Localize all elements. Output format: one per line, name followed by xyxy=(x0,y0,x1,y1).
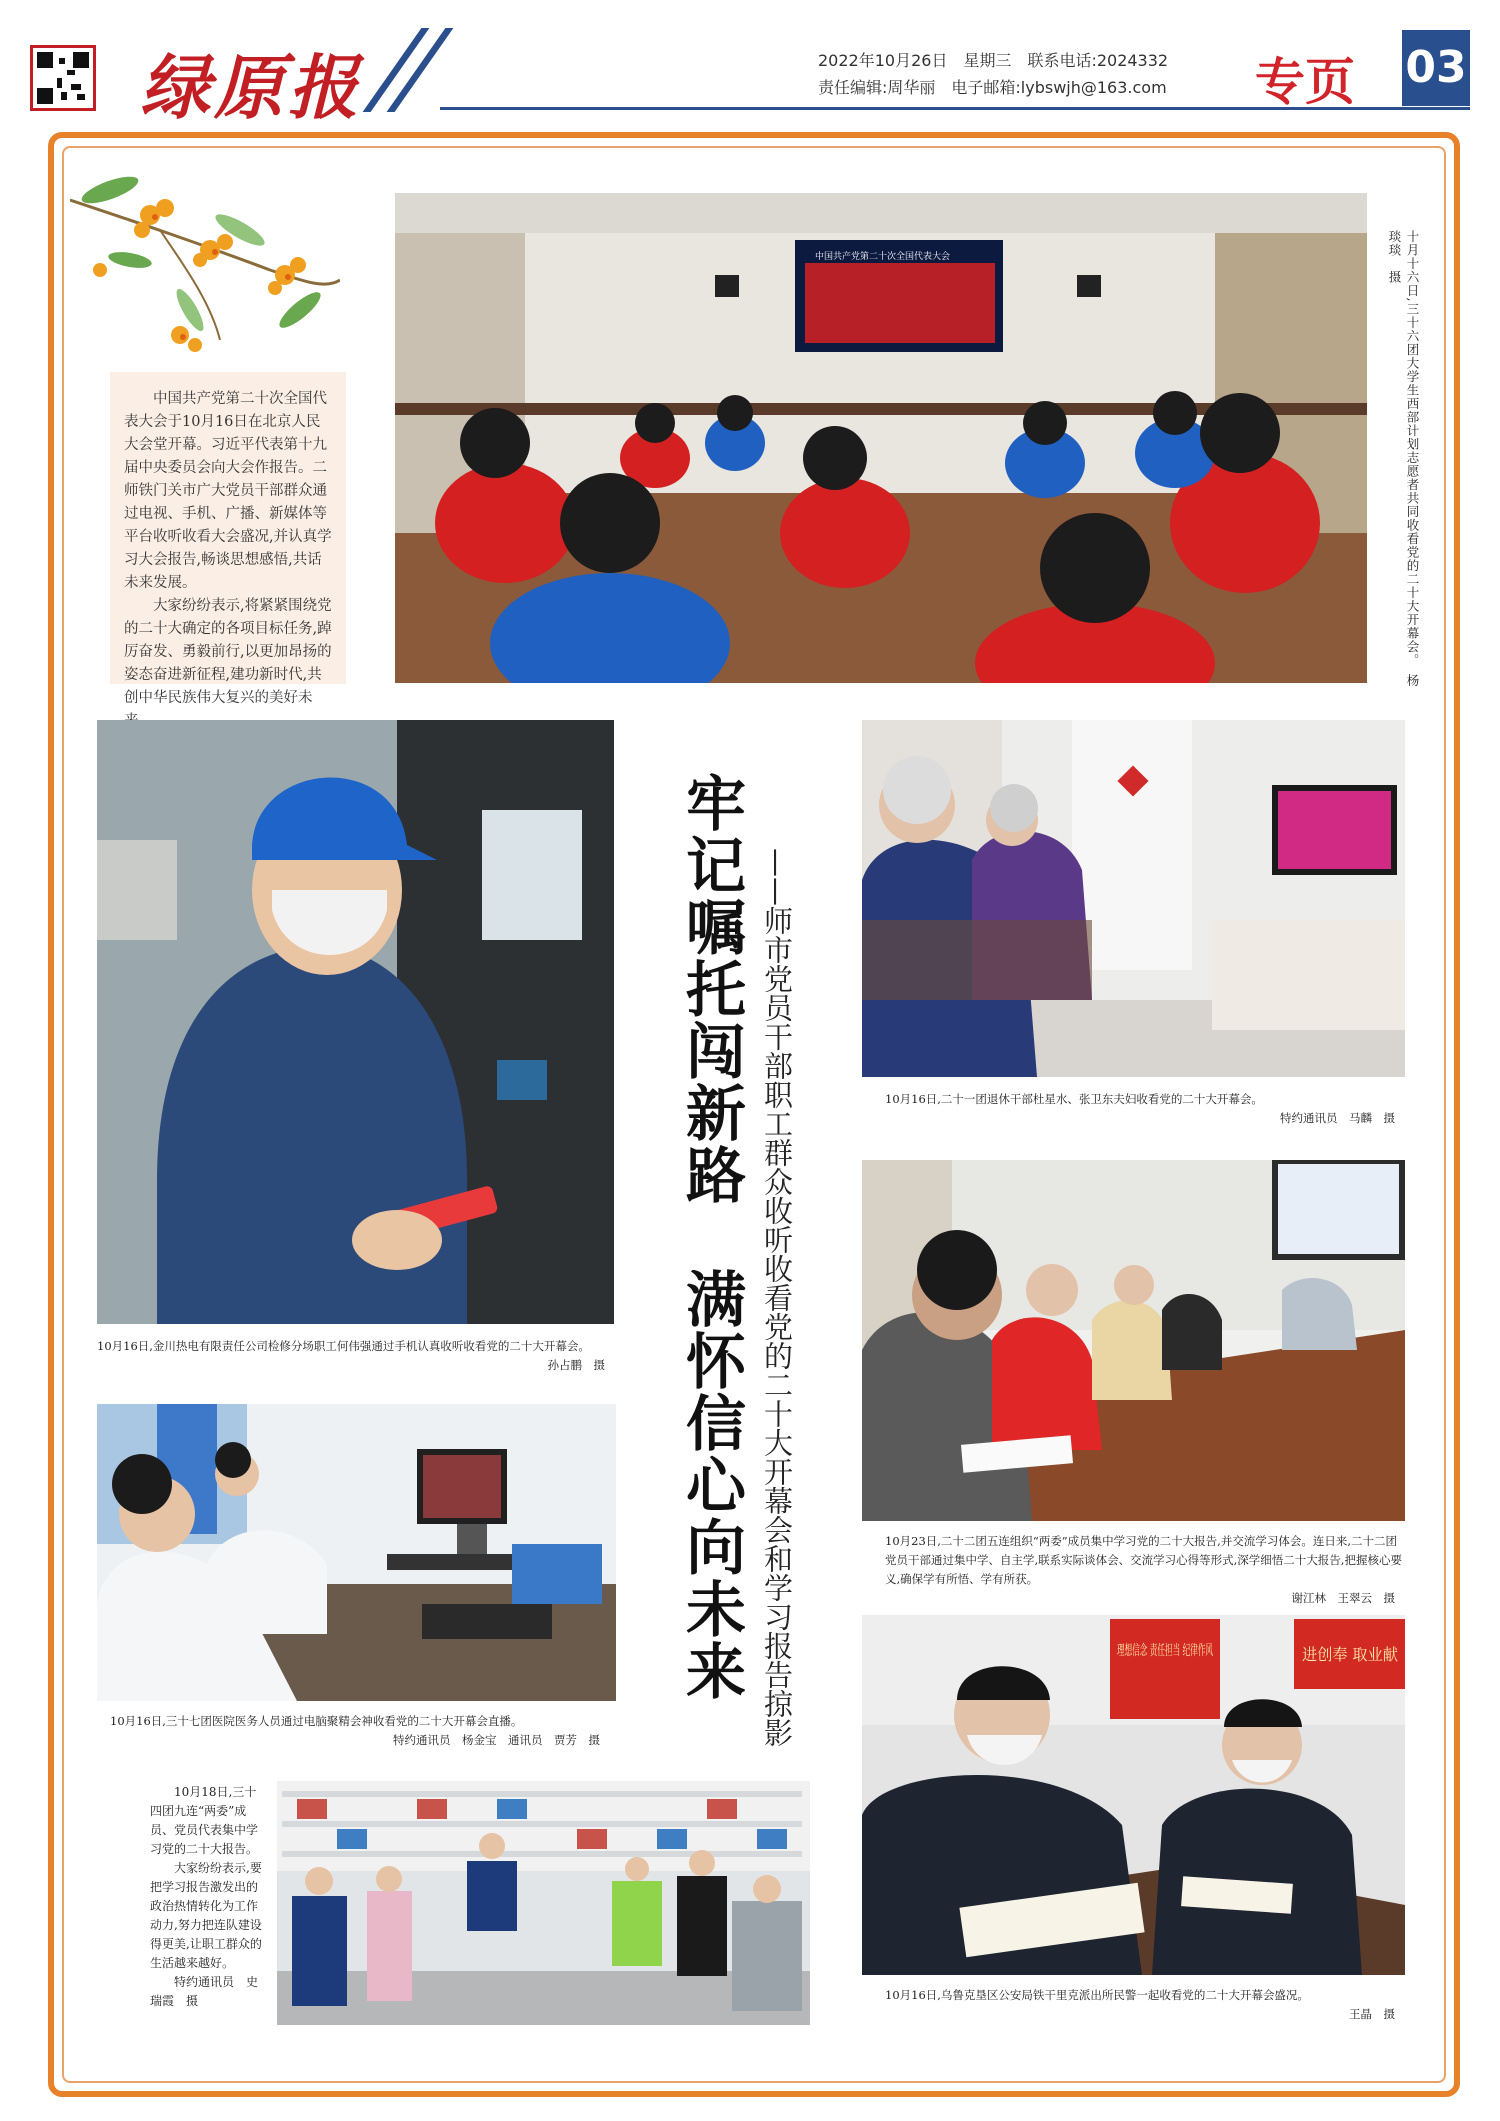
caption-credit: 孙占鹏 摄 xyxy=(547,1358,605,1372)
photo-caption-top xyxy=(1385,230,1421,690)
photo-village-committee-meeting xyxy=(862,1160,1405,1521)
caption-credit: 王晶 摄 xyxy=(1349,2007,1395,2021)
editor-line: 责任编辑:周华丽 电子邮箱:lybswjh@163.com xyxy=(818,78,1167,97)
caption-text: 10月16日,乌鲁克垦区公安局铁干里克派出所民警一起收看党的二十大开幕会盛况。 xyxy=(885,1988,1309,2002)
intro-paragraph: 大家纷纷表示,将紧紧围绕党的二十大确定的各项目标任务,踔厉奋发、勇毅前行,以更加昂扬的姿态奋进新征程,建功新时代,共创中华民族伟大复兴的美好未 xyxy=(124,598,332,706)
wall-banner-text: 理想信念 责任担当 纪律作风 xyxy=(1117,1643,1294,1659)
photo-caption-hospital xyxy=(110,1712,610,1750)
section-label: 专页 xyxy=(1255,52,1355,111)
caption-credit: 谢江林 王翠云 摄 xyxy=(1291,1591,1395,1605)
photo-caption-meeting xyxy=(885,1532,1405,1608)
caption-credit: 特约通讯员 杨金宝 通讯员 贾芳 摄 xyxy=(393,1733,600,1747)
newspaper-masthead: 绿原报 xyxy=(140,46,362,129)
caption-text: 10月16日,金川热电有限责任公司检修分场职工何伟强通过手机认真收听收看党的二十大开幕会。 xyxy=(97,1339,590,1353)
tv-screen-text: 中国共产党第二十次全国代表大会 xyxy=(815,252,951,262)
caption-text: 10月23日,二十二团五连组织“两委”成员集中学习党的二十大报告,并交流学习体会。连日来,二十二团党员干部通过集中学、自主学,联系实际谈体会、交流学习心得等形式,深学细悟二十大报告,把握核心要义,确保学有所悟、学有所获。 xyxy=(885,1534,1402,1586)
caption-credit: 特约通讯员 史瑞霞 摄 xyxy=(150,1975,259,2008)
photo-worker-phone xyxy=(97,720,614,1324)
intro-paragraph: 中国共产党第二十次全国代表大会于10月16日在北京人民大会堂开幕。习近平代表第十九届中央委员会向大会作报告。二师铁门关市广大党员干部群众通过电视、手机、广播、新媒体等平台收听收看大会盛况,并认真学习大会报告,畅谈思想感悟,共话未来发展。 xyxy=(124,391,332,591)
caption-credit: 特约通讯员 马麟 摄 xyxy=(1280,1111,1395,1125)
photo-volunteers-watching-congress xyxy=(395,193,1367,683)
article-title: 牢记嘱托闯新路 满怀信心向未来 xyxy=(676,772,746,1702)
photo-retired-couple xyxy=(862,720,1405,1077)
date-line: 2022年10月26日 星期三 联系电话:2024332 xyxy=(818,51,1169,70)
photo-caption-elderly xyxy=(885,1090,1405,1128)
article-intro xyxy=(110,372,346,706)
photo-caption-library xyxy=(150,1783,268,2011)
osmanthus-flower-decoration xyxy=(70,160,340,360)
photo-hospital-staff xyxy=(97,1404,616,1701)
photo-caption-police xyxy=(885,1986,1405,2024)
page-number: 03 xyxy=(1402,30,1470,106)
caption-text: 10月18日,三十四团九连“两委”成员、党员代表集中学习党的二十大报告。 xyxy=(150,1785,259,1856)
wall-banner-text: 进创奉 取业献 xyxy=(1302,1645,1398,1664)
caption-credit: 杨琰琰 摄 xyxy=(1387,230,1420,688)
caption-text: 10月16日,二十一团退休干部杜星水、张卫东夫妇收看党的二十大开幕会。 xyxy=(885,1092,1263,1106)
photo-library-study-group xyxy=(277,1781,810,2025)
article-subtitle: ——师市党员干部职工群众收听收看党的二十大开幕会和学习报告掠影 xyxy=(760,848,794,1747)
qr-code[interactable] xyxy=(30,45,96,111)
caption-text: 大家纷纷表示,要把学习报告激发出的政治热情转化为工作动力,努力把连队建设得更美,让职工群众的生活越来越好。 xyxy=(150,1861,262,1970)
caption-text: 10月16日,三十七团医院医务人员通过电脑聚精会神收看党的二十大开幕会直播。 xyxy=(110,1714,523,1728)
photo-caption-worker xyxy=(97,1337,617,1375)
caption-text: 十月十六日,三十六团大学生西部计划志愿者共同收看党的二十大开幕会。 xyxy=(1405,230,1420,661)
photo-police-officers xyxy=(862,1615,1405,1975)
